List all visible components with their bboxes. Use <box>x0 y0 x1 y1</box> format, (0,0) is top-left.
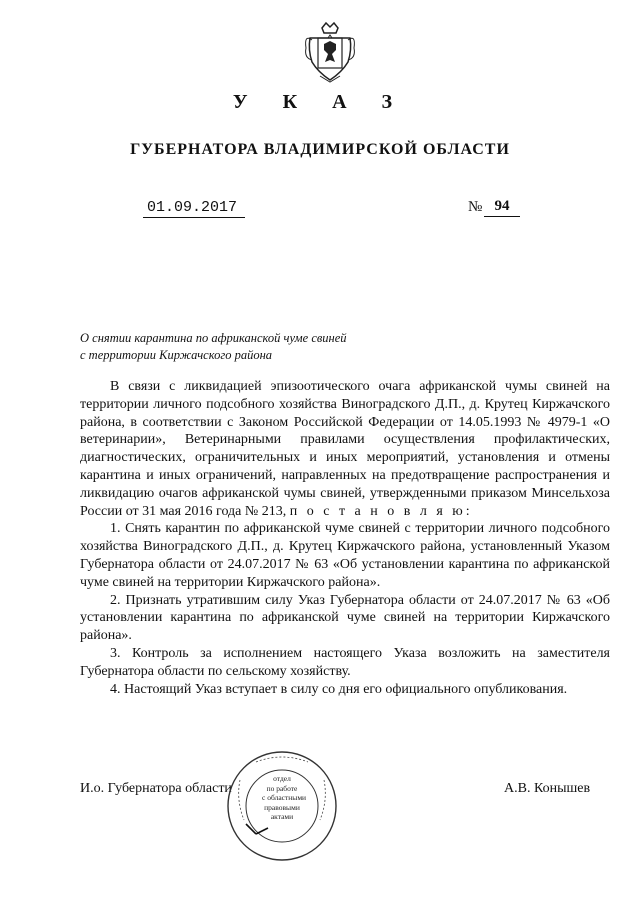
decree-word: п о с т а н о в л я ю: <box>289 503 473 519</box>
issuer-title: ГУБЕРНАТОРА ВЛАДИМИРСКОЙ ОБЛАСТИ <box>130 141 510 158</box>
stamp-text <box>262 774 307 822</box>
decree-subject <box>80 330 420 364</box>
document-type-title: У К А З <box>232 91 408 113</box>
decree-body <box>80 378 610 698</box>
item-text: Снять карантин по африканской чуме свиней с территории личного подсобного хозяйства Виноградского Д.П., д. Крутец Киржачского района, установленный Указом Губернатора области от 24.07.2017 № 63 «Об установлении карантина по африканской чуме свиней на территории Киржачского района». <box>80 521 610 590</box>
preamble-paragraph <box>80 378 610 520</box>
preamble-text: В связи с ликвидацией эпизоотического очага африканской чумы свиней на территории личного подсобного хозяйства Виноградского Д.П., д. Крутец Киржачского района, в соответствии с Законом Российской Федерации от 14.05.1993 № 4979-1 «О ветеринарии», Ветеринарными правилами осуществления профилактических, диагностических, ограничительных и иных мероприятий, установления и отмены карантина и иных ограничений, направленных на предотвращение распространения и ликвидацию очагов африканской чумы свиней, утвержденными приказом Минсельхоза России от 31 мая 2016 года № 213, <box>80 379 610 519</box>
number-sign: № <box>468 199 483 215</box>
stamp-line: с областными <box>262 793 307 802</box>
item-text: Контроль за исполнением настоящего Указа возложить на заместителя Губернатора области по сельскому хозяйству. <box>80 645 610 679</box>
item-number: 4. <box>110 681 121 697</box>
signer-name: А.В. Конышев <box>504 781 591 796</box>
coat-of-arms-emblem <box>302 20 358 86</box>
stamp-line: правовыми <box>264 802 300 812</box>
stamp-line: актами <box>270 812 294 821</box>
list-item <box>80 645 610 681</box>
signer-position: И.о. Губернатора области <box>80 781 232 796</box>
item-text: Признать утратившим силу Указ Губернатора области от 24.07.2017 № 63 «Об установлении карантина по африканской чуме свиней на территории Киржачского района». <box>80 592 610 644</box>
item-number: 2. <box>110 592 121 608</box>
decree-date: 01.09.2017 <box>143 199 245 218</box>
stamp-line: отдел <box>273 774 291 783</box>
list-item <box>80 592 610 645</box>
item-number: 3. <box>110 645 121 661</box>
stamp-line: по работе <box>266 783 298 793</box>
item-number: 1. <box>110 521 121 537</box>
list-item <box>80 520 610 591</box>
decree-number: 94 <box>484 198 520 217</box>
list-item <box>80 681 610 699</box>
subject-line: О снятии карантина по африканской чуме свиней <box>80 331 347 345</box>
item-text: Настоящий Указ вступает в силу со дня его официального опубликования. <box>124 681 568 697</box>
subject-line: с территории Киржачского района <box>80 348 273 362</box>
